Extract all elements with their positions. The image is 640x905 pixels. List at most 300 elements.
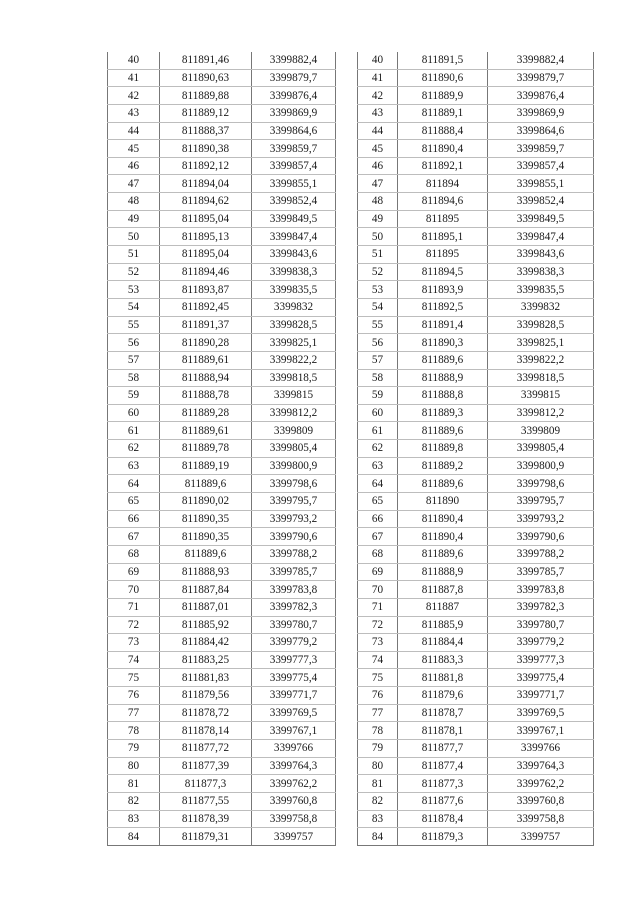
y-coordinate-cell: 3399879,7 [488,69,594,87]
y-coordinate-cell: 3399775,4 [252,669,336,687]
x-coordinate-cell: 811890,4 [398,510,488,528]
y-coordinate-cell: 3399785,7 [252,563,336,581]
point-number-cell: 74 [358,651,398,669]
y-coordinate-cell: 3399762,2 [252,775,336,793]
y-coordinate-cell: 3399795,7 [488,493,594,511]
table-row [358,616,594,634]
table-row [358,351,594,369]
point-number-cell: 56 [358,334,398,352]
y-coordinate-cell: 3399859,7 [488,140,594,158]
x-coordinate-cell: 811878,7 [398,704,488,722]
x-coordinate-cell: 811888,37 [160,122,252,140]
point-number-cell: 75 [358,669,398,687]
y-coordinate-cell: 3399849,5 [252,210,336,228]
y-coordinate-cell: 3399825,1 [488,334,594,352]
table-row [358,722,594,740]
table-row [108,616,336,634]
point-number-cell: 43 [358,104,398,122]
x-coordinate-cell: 811889,61 [160,351,252,369]
x-coordinate-cell: 811888,78 [160,387,252,405]
table-row [108,440,336,458]
point-number-cell: 81 [108,775,160,793]
table-row [108,69,336,87]
x-coordinate-cell: 811889,6 [160,475,252,493]
point-number-cell: 40 [358,52,398,69]
point-number-cell: 79 [108,739,160,757]
y-coordinate-cell: 3399800,9 [488,457,594,475]
table-row [358,87,594,105]
y-coordinate-cell: 3399876,4 [252,87,336,105]
table-row [108,387,336,405]
point-number-cell: 80 [358,757,398,775]
y-coordinate-cell: 3399782,3 [252,598,336,616]
y-coordinate-cell: 3399775,4 [488,669,594,687]
x-coordinate-cell: 811889,19 [160,457,252,475]
x-coordinate-cell: 811890,3 [398,334,488,352]
y-coordinate-cell: 3399828,5 [488,316,594,334]
x-coordinate-cell: 811889,78 [160,440,252,458]
point-number-cell: 61 [108,422,160,440]
point-number-cell: 71 [108,598,160,616]
y-coordinate-cell: 3399825,1 [252,334,336,352]
point-number-cell: 77 [108,704,160,722]
table-row [358,651,594,669]
table-row [358,739,594,757]
table-row [108,316,336,334]
point-number-cell: 52 [108,263,160,281]
point-number-cell: 84 [108,828,160,846]
point-number-cell: 59 [108,387,160,405]
table-row [108,510,336,528]
point-number-cell: 45 [358,140,398,158]
x-coordinate-cell: 811879,56 [160,687,252,705]
y-coordinate-cell: 3399788,2 [252,545,336,563]
table-row [358,404,594,422]
x-coordinate-cell: 811892,12 [160,157,252,175]
x-coordinate-cell: 811890,4 [398,528,488,546]
table-row [108,351,336,369]
table-row [108,104,336,122]
x-coordinate-cell: 811889,6 [160,545,252,563]
point-number-cell: 48 [108,193,160,211]
y-coordinate-cell: 3399855,1 [252,175,336,193]
y-coordinate-cell: 3399864,6 [488,122,594,140]
x-coordinate-cell: 811894,04 [160,175,252,193]
coordinates-table-left [107,52,336,846]
y-coordinate-cell: 3399815 [488,387,594,405]
y-coordinate-cell: 3399758,8 [488,810,594,828]
y-coordinate-cell: 3399769,5 [488,704,594,722]
x-coordinate-cell: 811894,62 [160,193,252,211]
table-row [358,387,594,405]
table-row [358,792,594,810]
x-coordinate-cell: 811893,9 [398,281,488,299]
y-coordinate-cell: 3399812,2 [252,404,336,422]
x-coordinate-cell: 811881,8 [398,669,488,687]
y-coordinate-cell: 3399779,2 [252,634,336,652]
x-coordinate-cell: 811878,1 [398,722,488,740]
point-number-cell: 53 [358,281,398,299]
point-number-cell: 46 [358,157,398,175]
x-coordinate-cell: 811889,28 [160,404,252,422]
table-row [358,810,594,828]
point-number-cell: 75 [108,669,160,687]
x-coordinate-cell: 811894,5 [398,263,488,281]
y-coordinate-cell: 3399764,3 [252,757,336,775]
y-coordinate-cell: 3399828,5 [252,316,336,334]
table-row [108,757,336,775]
y-coordinate-cell: 3399795,7 [252,493,336,511]
table-row [108,369,336,387]
point-number-cell: 63 [358,457,398,475]
x-coordinate-cell: 811877,39 [160,757,252,775]
table-row [108,334,336,352]
x-coordinate-cell: 811888,9 [398,563,488,581]
x-coordinate-cell: 811891,4 [398,316,488,334]
table-row [108,704,336,722]
y-coordinate-cell: 3399822,2 [488,351,594,369]
x-coordinate-cell: 811892,45 [160,298,252,316]
y-coordinate-cell: 3399852,4 [252,193,336,211]
x-coordinate-cell: 811894,6 [398,193,488,211]
table-row [108,493,336,511]
y-coordinate-cell: 3399805,4 [488,440,594,458]
y-coordinate-cell: 3399882,4 [488,52,594,69]
table-row [108,281,336,299]
point-number-cell: 72 [358,616,398,634]
x-coordinate-cell: 811878,4 [398,810,488,828]
y-coordinate-cell: 3399835,5 [252,281,336,299]
table-row [358,687,594,705]
point-number-cell: 55 [358,316,398,334]
x-coordinate-cell: 811890,02 [160,493,252,511]
x-coordinate-cell: 811894,46 [160,263,252,281]
table-row [108,87,336,105]
point-number-cell: 47 [358,175,398,193]
x-coordinate-cell: 811879,6 [398,687,488,705]
table-row [108,157,336,175]
coordinates-table-left-body [108,52,336,845]
x-coordinate-cell: 811889,6 [398,351,488,369]
y-coordinate-cell: 3399760,8 [252,792,336,810]
y-coordinate-cell: 3399785,7 [488,563,594,581]
x-coordinate-cell: 811887,8 [398,581,488,599]
y-coordinate-cell: 3399843,6 [252,246,336,264]
point-number-cell: 40 [108,52,160,69]
point-number-cell: 65 [358,493,398,511]
x-coordinate-cell: 811878,14 [160,722,252,740]
table-row [108,722,336,740]
table-row [358,510,594,528]
table-row [358,757,594,775]
x-coordinate-cell: 811891,5 [398,52,488,69]
point-number-cell: 66 [358,510,398,528]
table-row [108,634,336,652]
table-row [358,440,594,458]
x-coordinate-cell: 811890 [398,493,488,511]
y-coordinate-cell: 3399857,4 [488,157,594,175]
table-row [358,828,594,846]
point-number-cell: 41 [108,69,160,87]
table-row [108,810,336,828]
table-row [358,369,594,387]
table-row [108,687,336,705]
x-coordinate-cell: 811890,28 [160,334,252,352]
point-number-cell: 52 [358,263,398,281]
y-coordinate-cell: 3399857,4 [252,157,336,175]
point-number-cell: 42 [358,87,398,105]
y-coordinate-cell: 3399869,9 [488,104,594,122]
table-row [108,422,336,440]
table-row [108,563,336,581]
table-row [358,581,594,599]
table-row [358,175,594,193]
y-coordinate-cell: 3399793,2 [488,510,594,528]
table-row [358,634,594,652]
x-coordinate-cell: 811891,46 [160,52,252,69]
table-row [358,334,594,352]
y-coordinate-cell: 3399835,5 [488,281,594,299]
point-number-cell: 82 [358,792,398,810]
y-coordinate-cell: 3399800,9 [252,457,336,475]
point-number-cell: 76 [358,687,398,705]
x-coordinate-cell: 811887 [398,598,488,616]
table-row [358,69,594,87]
y-coordinate-cell: 3399790,6 [252,528,336,546]
y-coordinate-cell: 3399766 [252,739,336,757]
x-coordinate-cell: 811888,8 [398,387,488,405]
x-coordinate-cell: 811879,31 [160,828,252,846]
y-coordinate-cell: 3399758,8 [252,810,336,828]
y-coordinate-cell: 3399822,2 [252,351,336,369]
point-number-cell: 79 [358,739,398,757]
point-number-cell: 68 [108,545,160,563]
table-row [108,263,336,281]
y-coordinate-cell: 3399809 [252,422,336,440]
point-number-cell: 43 [108,104,160,122]
point-number-cell: 47 [108,175,160,193]
point-number-cell: 67 [108,528,160,546]
point-number-cell: 46 [108,157,160,175]
x-coordinate-cell: 811895,04 [160,210,252,228]
point-number-cell: 56 [108,334,160,352]
x-coordinate-cell: 811890,35 [160,528,252,546]
point-number-cell: 58 [358,369,398,387]
table-row [108,457,336,475]
table-row [358,281,594,299]
y-coordinate-cell: 3399832 [252,298,336,316]
point-number-cell: 68 [358,545,398,563]
x-coordinate-cell: 811889,6 [398,545,488,563]
x-coordinate-cell: 811895,04 [160,246,252,264]
point-number-cell: 48 [358,193,398,211]
x-coordinate-cell: 811883,25 [160,651,252,669]
y-coordinate-cell: 3399793,2 [252,510,336,528]
point-number-cell: 78 [108,722,160,740]
x-coordinate-cell: 811877,3 [398,775,488,793]
y-coordinate-cell: 3399757 [252,828,336,846]
table-row [358,104,594,122]
y-coordinate-cell: 3399780,7 [252,616,336,634]
point-number-cell: 80 [108,757,160,775]
x-coordinate-cell: 811885,9 [398,616,488,634]
y-coordinate-cell: 3399766 [488,739,594,757]
y-coordinate-cell: 3399879,7 [252,69,336,87]
table-row [358,598,594,616]
table-row [108,122,336,140]
point-number-cell: 44 [108,122,160,140]
y-coordinate-cell: 3399762,2 [488,775,594,793]
y-coordinate-cell: 3399777,3 [252,651,336,669]
table-row [358,228,594,246]
point-number-cell: 57 [108,351,160,369]
table-row [358,157,594,175]
point-number-cell: 42 [108,87,160,105]
table-row [358,704,594,722]
y-coordinate-cell: 3399790,6 [488,528,594,546]
y-coordinate-cell: 3399767,1 [252,722,336,740]
point-number-cell: 82 [108,792,160,810]
y-coordinate-cell: 3399843,6 [488,246,594,264]
table-row [108,298,336,316]
point-number-cell: 54 [358,298,398,316]
x-coordinate-cell: 811878,72 [160,704,252,722]
point-number-cell: 61 [358,422,398,440]
y-coordinate-cell: 3399780,7 [488,616,594,634]
y-coordinate-cell: 3399838,3 [488,263,594,281]
y-coordinate-cell: 3399767,1 [488,722,594,740]
point-number-cell: 84 [358,828,398,846]
x-coordinate-cell: 811879,3 [398,828,488,846]
point-number-cell: 62 [358,440,398,458]
x-coordinate-cell: 811889,88 [160,87,252,105]
x-coordinate-cell: 811877,72 [160,739,252,757]
point-number-cell: 55 [108,316,160,334]
point-number-cell: 49 [108,210,160,228]
point-number-cell: 69 [358,563,398,581]
table-row [108,246,336,264]
table-row [108,669,336,687]
table-row [358,475,594,493]
x-coordinate-cell: 811893,87 [160,281,252,299]
table-row [358,52,594,69]
point-number-cell: 73 [108,634,160,652]
x-coordinate-cell: 811889,12 [160,104,252,122]
y-coordinate-cell: 3399769,5 [252,704,336,722]
table-row [358,493,594,511]
y-coordinate-cell: 3399855,1 [488,175,594,193]
point-number-cell: 81 [358,775,398,793]
table-row [108,581,336,599]
x-coordinate-cell: 811895,13 [160,228,252,246]
point-number-cell: 50 [358,228,398,246]
y-coordinate-cell: 3399876,4 [488,87,594,105]
point-number-cell: 59 [358,387,398,405]
x-coordinate-cell: 811889,2 [398,457,488,475]
table-row [358,422,594,440]
x-coordinate-cell: 811889,1 [398,104,488,122]
x-coordinate-cell: 811888,94 [160,369,252,387]
x-coordinate-cell: 811894 [398,175,488,193]
point-number-cell: 65 [108,493,160,511]
coordinates-table-right [357,52,594,846]
y-coordinate-cell: 3399798,6 [252,475,336,493]
table-row [108,792,336,810]
y-coordinate-cell: 3399809 [488,422,594,440]
table-row [108,598,336,616]
x-coordinate-cell: 811890,35 [160,510,252,528]
point-number-cell: 74 [108,651,160,669]
table-row [358,316,594,334]
table-row [358,140,594,158]
table-row [358,669,594,687]
table-row [108,52,336,69]
x-coordinate-cell: 811889,9 [398,87,488,105]
x-coordinate-cell: 811890,38 [160,140,252,158]
x-coordinate-cell: 811881,83 [160,669,252,687]
x-coordinate-cell: 811895 [398,246,488,264]
table-row [358,246,594,264]
point-number-cell: 73 [358,634,398,652]
table-row [358,263,594,281]
x-coordinate-cell: 811889,8 [398,440,488,458]
x-coordinate-cell: 811890,4 [398,140,488,158]
point-number-cell: 77 [358,704,398,722]
table-row [108,739,336,757]
table-row [108,651,336,669]
table-row [108,475,336,493]
point-number-cell: 64 [108,475,160,493]
point-number-cell: 51 [358,246,398,264]
x-coordinate-cell: 811888,4 [398,122,488,140]
y-coordinate-cell: 3399783,8 [488,581,594,599]
table-row [108,528,336,546]
table-row [108,140,336,158]
point-number-cell: 57 [358,351,398,369]
point-number-cell: 60 [358,404,398,422]
x-coordinate-cell: 811888,93 [160,563,252,581]
y-coordinate-cell: 3399847,4 [252,228,336,246]
point-number-cell: 70 [108,581,160,599]
x-coordinate-cell: 811887,01 [160,598,252,616]
x-coordinate-cell: 811877,7 [398,739,488,757]
table-row [358,193,594,211]
x-coordinate-cell: 811885,92 [160,616,252,634]
x-coordinate-cell: 811884,42 [160,634,252,652]
point-number-cell: 71 [358,598,398,616]
y-coordinate-cell: 3399788,2 [488,545,594,563]
x-coordinate-cell: 811889,3 [398,404,488,422]
point-number-cell: 41 [358,69,398,87]
x-coordinate-cell: 811892,1 [398,157,488,175]
y-coordinate-cell: 3399779,2 [488,634,594,652]
point-number-cell: 69 [108,563,160,581]
x-coordinate-cell: 811889,6 [398,422,488,440]
x-coordinate-cell: 811877,6 [398,792,488,810]
point-number-cell: 54 [108,298,160,316]
x-coordinate-cell: 811887,84 [160,581,252,599]
point-number-cell: 44 [358,122,398,140]
table-row [358,563,594,581]
y-coordinate-cell: 3399798,6 [488,475,594,493]
y-coordinate-cell: 3399849,5 [488,210,594,228]
y-coordinate-cell: 3399869,9 [252,104,336,122]
point-number-cell: 76 [108,687,160,705]
x-coordinate-cell: 811884,4 [398,634,488,652]
y-coordinate-cell: 3399818,5 [488,369,594,387]
table-row [108,193,336,211]
y-coordinate-cell: 3399852,4 [488,193,594,211]
